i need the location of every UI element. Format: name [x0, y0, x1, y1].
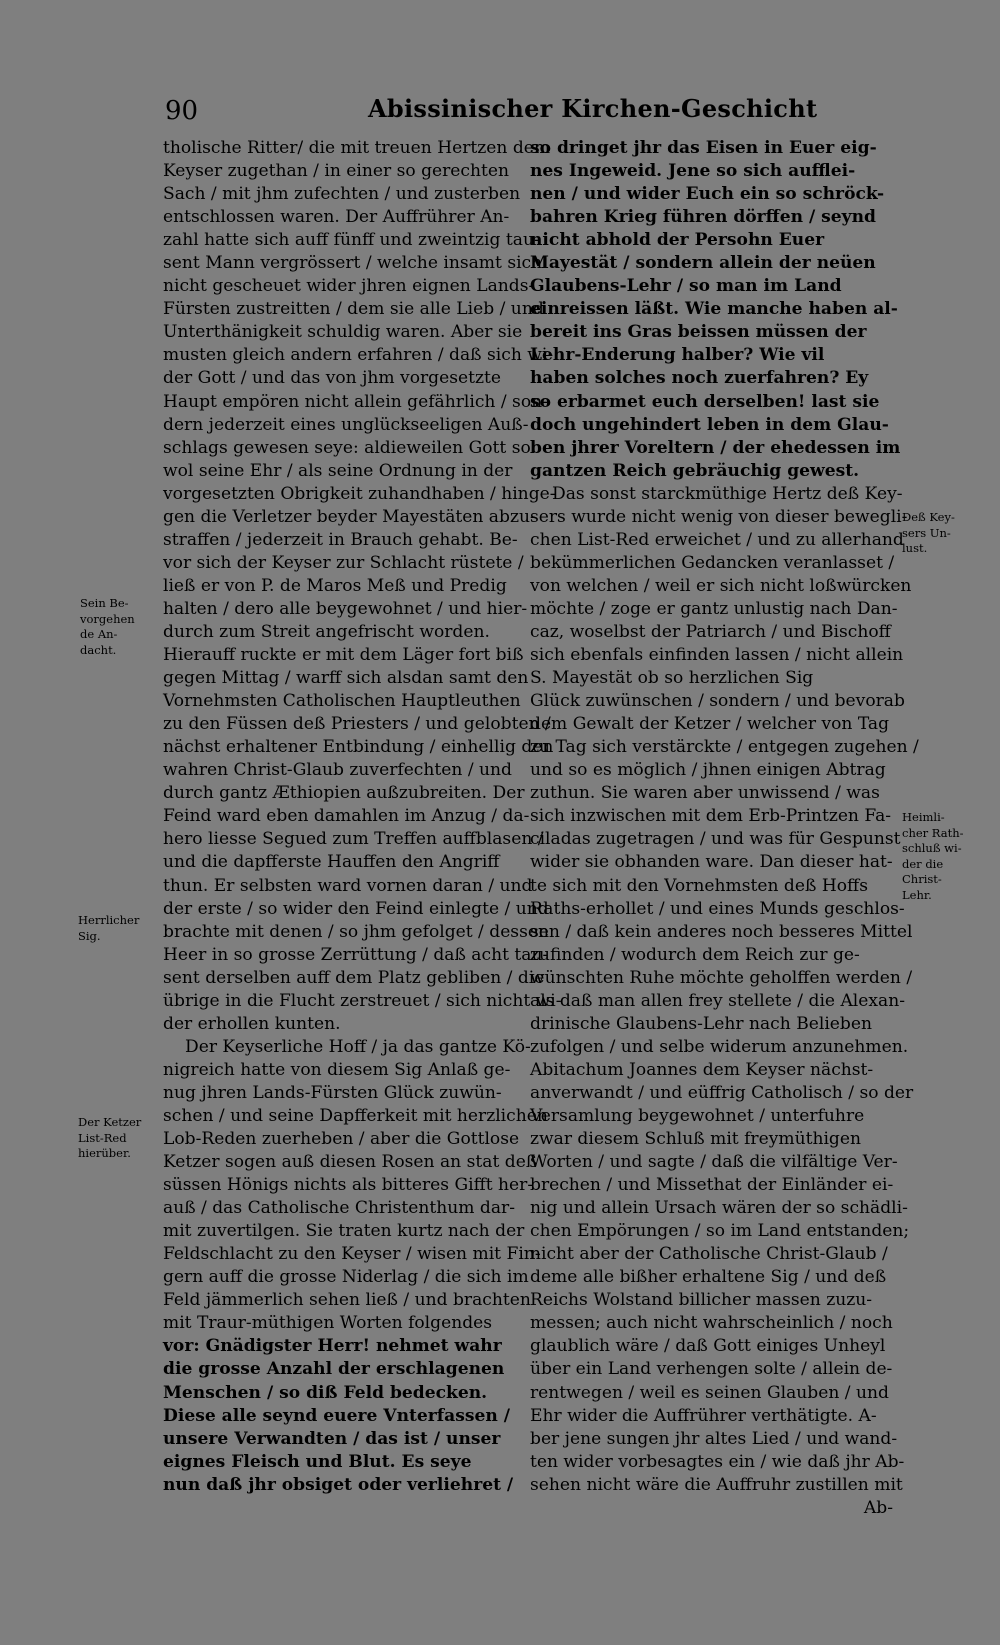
- text-line: und so es möglich / jhnen einigen Abtrag: [530, 760, 886, 781]
- marginal-note-line: dacht.: [80, 642, 117, 657]
- marginal-note-line: Christ-: [902, 872, 942, 886]
- text-line: Ehr wider die Auffrührer verthätigte. A-: [530, 1405, 877, 1426]
- text-line: durch zum Streit angefrischt worden.: [163, 621, 490, 642]
- text-line: musten gleich andern erfahren / daß sich wi-: [163, 345, 554, 366]
- text-line: thun. Er selbsten ward vornen daran / und: [163, 875, 533, 896]
- text-line: Ketzer sogen auß diesen Rosen an stat deß: [163, 1152, 538, 1173]
- text-line: brachte mit denen / so jhm gefolget / dessen: [163, 921, 549, 942]
- text-line: so dringet jhr das Eisen in Euer eig-: [530, 138, 877, 158]
- text-line: schen / und seine Dapfferkeit mit herzlichen: [163, 1105, 548, 1126]
- text-line: Der Keyserliche Hoff / ja das gantze Kö-: [185, 1036, 531, 1057]
- marginal-note-line: schluß wi-: [902, 841, 962, 855]
- text-line: Abitachum Joannes dem Keyser nächst-: [530, 1059, 874, 1080]
- text-line: zufolgen / und selbe widerum anzunehmen.: [530, 1036, 909, 1057]
- text-line: zwar diesem Schluß mit freymüthigen: [530, 1129, 861, 1150]
- text-line: sich ebenfals einfinden lassen / nicht allein: [530, 645, 904, 666]
- text-line: Hierauff ruckte er mit dem Läger fort biß: [163, 645, 524, 666]
- text-line: nug jhren Lands-Fürsten Glück zuwün-: [163, 1082, 502, 1103]
- marginal-note-line: Deß Key-: [902, 510, 955, 524]
- text-line: ber jene sungen jhr altes Lied / und wand-: [530, 1428, 898, 1449]
- marginal-note-line: lust.: [902, 541, 928, 555]
- text-line: Feind ward eben damahlen im Anzug / da-: [163, 806, 530, 827]
- text-line: nicht aber der Catholische Christ-Glaub /: [530, 1244, 888, 1265]
- text-line: Glück zuwünschen / sondern / und bevorab: [530, 691, 905, 712]
- text-line: glaublich wäre / daß Gott einiges Unheyl: [530, 1336, 886, 1357]
- text-line: nicht abhold der Persohn Euer: [530, 230, 825, 251]
- text-line: Unterthänigkeit schuldig waren. Aber sie: [163, 322, 523, 343]
- text-line: zu Tag sich verstärckte / entgegen zugehen /: [530, 737, 919, 758]
- text-line: sent derselben auff dem Platz gebliben / die: [163, 967, 545, 988]
- text-line: gern auff die grosse Niderlag / die sich im: [163, 1267, 529, 1288]
- text-line: vor: Gnädigster Herr! nehmet wahr: [163, 1336, 502, 1357]
- text-line: drinische Glaubens-Lehr nach Belieben: [530, 1013, 872, 1034]
- text-line: Glaubens-Lehr / so man im Land: [530, 276, 842, 297]
- text-line: einreissen läßt. Wie manche haben al-: [530, 299, 898, 320]
- text-line: brechen / und Missethat der Einländer ei-: [530, 1175, 894, 1196]
- text-line: vor sich der Keyser zur Schlacht rüstete /: [163, 552, 524, 573]
- text-line: Lehr-Enderung halber? Wie vil: [530, 345, 825, 366]
- text-line: Ab-: [863, 1497, 893, 1518]
- text-line: ben jhrer Voreltern / der ehedessen im: [530, 437, 901, 458]
- text-line: schlags gewesen seye: aldieweilen Gott so: [163, 437, 531, 458]
- text-line: Fürsten zustreitten / dem sie alle Lieb / und: [163, 299, 544, 320]
- text-line: haben solches noch zuerfahren? Ey: [530, 368, 869, 389]
- text-line: auß / das Catholische Christenthum dar-: [163, 1198, 515, 1219]
- marginal-note-line: vorgehen: [80, 611, 135, 626]
- marginal-note-line: Lehr.: [902, 887, 932, 902]
- text-line: Worten / und sagte / daß die vilfältige Ver-: [530, 1152, 898, 1173]
- marginal-note-line: sers Un-: [902, 525, 951, 540]
- text-line: wünschten Ruhe möchte geholffen werden /: [530, 967, 913, 988]
- marginal-note-line: de An-: [80, 627, 118, 641]
- text-line: S. Mayestät ob so herzlichen Sig: [530, 668, 814, 689]
- text-line: von welchen / weil er sich nicht loßwürcken: [530, 575, 912, 596]
- text-line: bekümmerlichen Gedancken veranlasset /: [530, 552, 895, 573]
- marginal-note-line: List-Red: [78, 1130, 127, 1145]
- text-line: nen / und wider Euch ein so schröck-: [530, 184, 885, 205]
- text-line: Feld jämmerlich sehen ließ / und brachten: [163, 1290, 531, 1311]
- marginal-note: [78, 1115, 141, 1162]
- text-line: gantzen Reich gebräuchig gewest.: [530, 460, 860, 481]
- text-line: Mayestät / sondern allein der neüen: [530, 253, 876, 274]
- right-text-column: [530, 137, 919, 1520]
- running-head: Abissinischer Kirchen-Geschicht: [368, 94, 818, 123]
- text-line: nig und allein Ursach wären der so schädli-: [530, 1198, 908, 1219]
- text-line: gen die Verletzer beyder Mayestäten abzu-: [163, 506, 536, 527]
- text-line: Feldschlacht zu den Keyser / wisen mit Fin-: [163, 1244, 541, 1265]
- text-line: ciladas zugetragen / und was für Gespunst: [530, 829, 901, 850]
- text-line: Keyser zugethan / in einer so gerechten: [163, 161, 509, 182]
- text-line: so erbarmet euch derselben! last sie: [530, 391, 880, 412]
- marginal-note: [80, 596, 135, 658]
- marginal-note: [902, 510, 955, 557]
- marginal-note-line: hierüber.: [78, 1146, 131, 1160]
- text-line: tholische Ritter/ die mit treuen Hertzen dem: [163, 138, 551, 158]
- text-line: mit zuvertilgen. Sie traten kurtz nach der: [163, 1221, 525, 1242]
- text-line: übrige in die Flucht zerstreuet / sich nicht wi-: [163, 990, 562, 1011]
- text-line: Reichs Wolstand billicher massen zuzu-: [530, 1290, 873, 1311]
- text-line: bahren Krieg führen dörffen / seynd: [530, 207, 876, 228]
- text-line: Haupt empören nicht allein gefährlich / son-: [163, 391, 548, 412]
- text-line: nigreich hatte von diesem Sig Anlaß ge-: [163, 1059, 511, 1080]
- text-line: halten / dero alle beygewohnet / und hier-: [163, 598, 528, 619]
- text-line: messen; auch nicht wahrscheinlich / noch: [530, 1313, 893, 1334]
- text-line: durch gantz Æthiopien außzubreiten. Der: [163, 783, 525, 804]
- text-line: nun daß jhr obsiget oder verliehret /: [163, 1474, 514, 1495]
- text-line: straffen / jederzeit in Brauch gehabt. Be-: [163, 529, 518, 550]
- text-line: hero liesse Segued zum Treffen auffblasen /: [163, 829, 544, 850]
- marginal-note-line: der die: [902, 856, 944, 871]
- marginal-note-line: Sig.: [78, 928, 101, 943]
- text-line: eignes Fleisch und Blut. Es seye: [163, 1451, 472, 1472]
- text-line: Lob-Reden zuerheben / aber die Gottlose: [163, 1129, 520, 1150]
- text-line: zahl hatte sich auff fünff und zweintzig tau-: [163, 230, 540, 251]
- text-line: Versamlung beygewohnet / unterfuhre: [530, 1105, 865, 1126]
- text-line: doch ungehindert leben in dem Glau-: [530, 414, 889, 435]
- text-line: deme alle bißher erhaltene Sig / und deß: [530, 1267, 887, 1288]
- text-line: entschlossen waren. Der Auffrührer An-: [163, 207, 510, 228]
- marginal-note-line: cher Rath-: [902, 825, 964, 840]
- text-line: und die dapfferste Hauffen den Angriff: [163, 852, 500, 873]
- text-line: chen Empörungen / so im Land entstanden;: [530, 1221, 910, 1242]
- text-line: dern jederzeit eines unglückseeligen Auß-: [163, 414, 529, 435]
- text-line: über ein Land verhengen solte / allein de-: [530, 1359, 893, 1380]
- text-line: unsere Verwandten / das ist / unser: [163, 1428, 501, 1449]
- text-line: mit Traur-müthigen Worten folgendes: [163, 1313, 493, 1334]
- text-line: vorgesetzten Obrigkeit zuhandhaben / hinge-: [163, 483, 556, 504]
- text-line: Diese alle seynd euere Vnterfassen /: [163, 1405, 510, 1426]
- text-line: ten wider vorbesagtes ein / wie daß jhr Ab-: [530, 1451, 905, 1472]
- text-line: Das sonst starckmüthige Hertz deß Key-: [552, 483, 903, 504]
- marginal-note-line: Sein Be-: [80, 596, 129, 610]
- text-line: caz, woselbst der Patriarch / und Bischoff: [530, 621, 891, 642]
- text-line: sen / daß kein anderes noch besseres Mittel: [530, 921, 913, 942]
- text-line: Vornehmsten Catholischen Hauptleuthen: [163, 691, 521, 712]
- left-text-column: [163, 137, 562, 1497]
- text-line: sehen nicht wäre die Auffruhr zustillen mit: [530, 1474, 903, 1495]
- page-number: 90: [165, 96, 199, 126]
- text-line: nächst erhaltener Entbindung / einhellig den: [163, 737, 554, 758]
- text-line: te sich mit den Vornehmsten deß Hoffs: [530, 875, 868, 896]
- text-line: wol seine Ehr / als seine Ordnung in der: [163, 460, 513, 481]
- text-line: süssen Hönigs nichts als bitteres Gifft her-: [163, 1175, 534, 1196]
- marginal-note-line: Heimli-: [902, 810, 945, 824]
- marginal-note-line: Der Ketzer: [78, 1115, 142, 1129]
- text-line: gegen Mittag / warff sich alsdan samt den: [163, 668, 529, 689]
- text-line: zufinden / wodurch dem Reich zur ge-: [530, 944, 860, 965]
- marginal-note-line: Herrlicher: [78, 913, 140, 927]
- text-line: nes Ingeweid. Jene so sich aufflei-: [530, 161, 856, 182]
- text-line: als daß man allen frey stellete / die Alexan-: [530, 990, 906, 1011]
- text-line: zu den Füssen deß Priesters / und gelobten /: [163, 714, 551, 735]
- text-line: Sach / mit jhm zufechten / und zusterben: [163, 184, 521, 205]
- text-line: rentwegen / weil es seinen Glauben / und: [530, 1382, 889, 1403]
- text-line: bereit ins Gras beissen müssen der: [530, 322, 867, 343]
- text-line: der erste / so wider den Feind einlegte / und: [163, 898, 549, 919]
- text-line: möchte / zoge er gantz unlustig nach Dan-: [530, 598, 898, 619]
- text-line: der Gott / und das von jhm vorgesetzte: [163, 368, 501, 389]
- text-line: nicht gescheuet wider jhren eignen Lands-: [163, 276, 535, 297]
- text-line: chen List-Red erweichet / und zu allerhand: [530, 529, 904, 550]
- text-line: anverwandt / und eüffrig Catholisch / so der: [530, 1082, 914, 1103]
- text-line: zuthun. Sie waren aber unwissend / was: [530, 783, 880, 804]
- marginal-note: [78, 913, 139, 944]
- text-line: sers wurde nicht wenig von dieser bewegli-: [530, 506, 908, 527]
- marginal-note: [902, 810, 964, 903]
- text-line: Menschen / so diß Feld bedecken.: [163, 1382, 488, 1403]
- text-line: der erhollen kunten.: [163, 1013, 341, 1034]
- text-line: Heer in so grosse Zerrüttung / daß acht tau-: [163, 944, 549, 965]
- text-line: ließ er von P. de Maros Meß und Predig: [163, 575, 507, 596]
- text-line: dem Gewalt der Ketzer / welcher von Tag: [530, 714, 890, 735]
- text-line: sich inzwischen mit dem Erb-Printzen Fa-: [530, 806, 892, 827]
- text-line: sent Mann vergrössert / welche insamt sich: [163, 253, 543, 274]
- text-line: die grosse Anzahl der erschlagenen: [163, 1359, 505, 1380]
- text-line: wider sie obhanden ware. Dan dieser hat-: [530, 852, 893, 873]
- text-line: wahren Christ-Glaub zuverfechten / und: [163, 760, 512, 781]
- text-line: Raths-erhollet / und eines Munds geschlos-: [530, 898, 905, 919]
